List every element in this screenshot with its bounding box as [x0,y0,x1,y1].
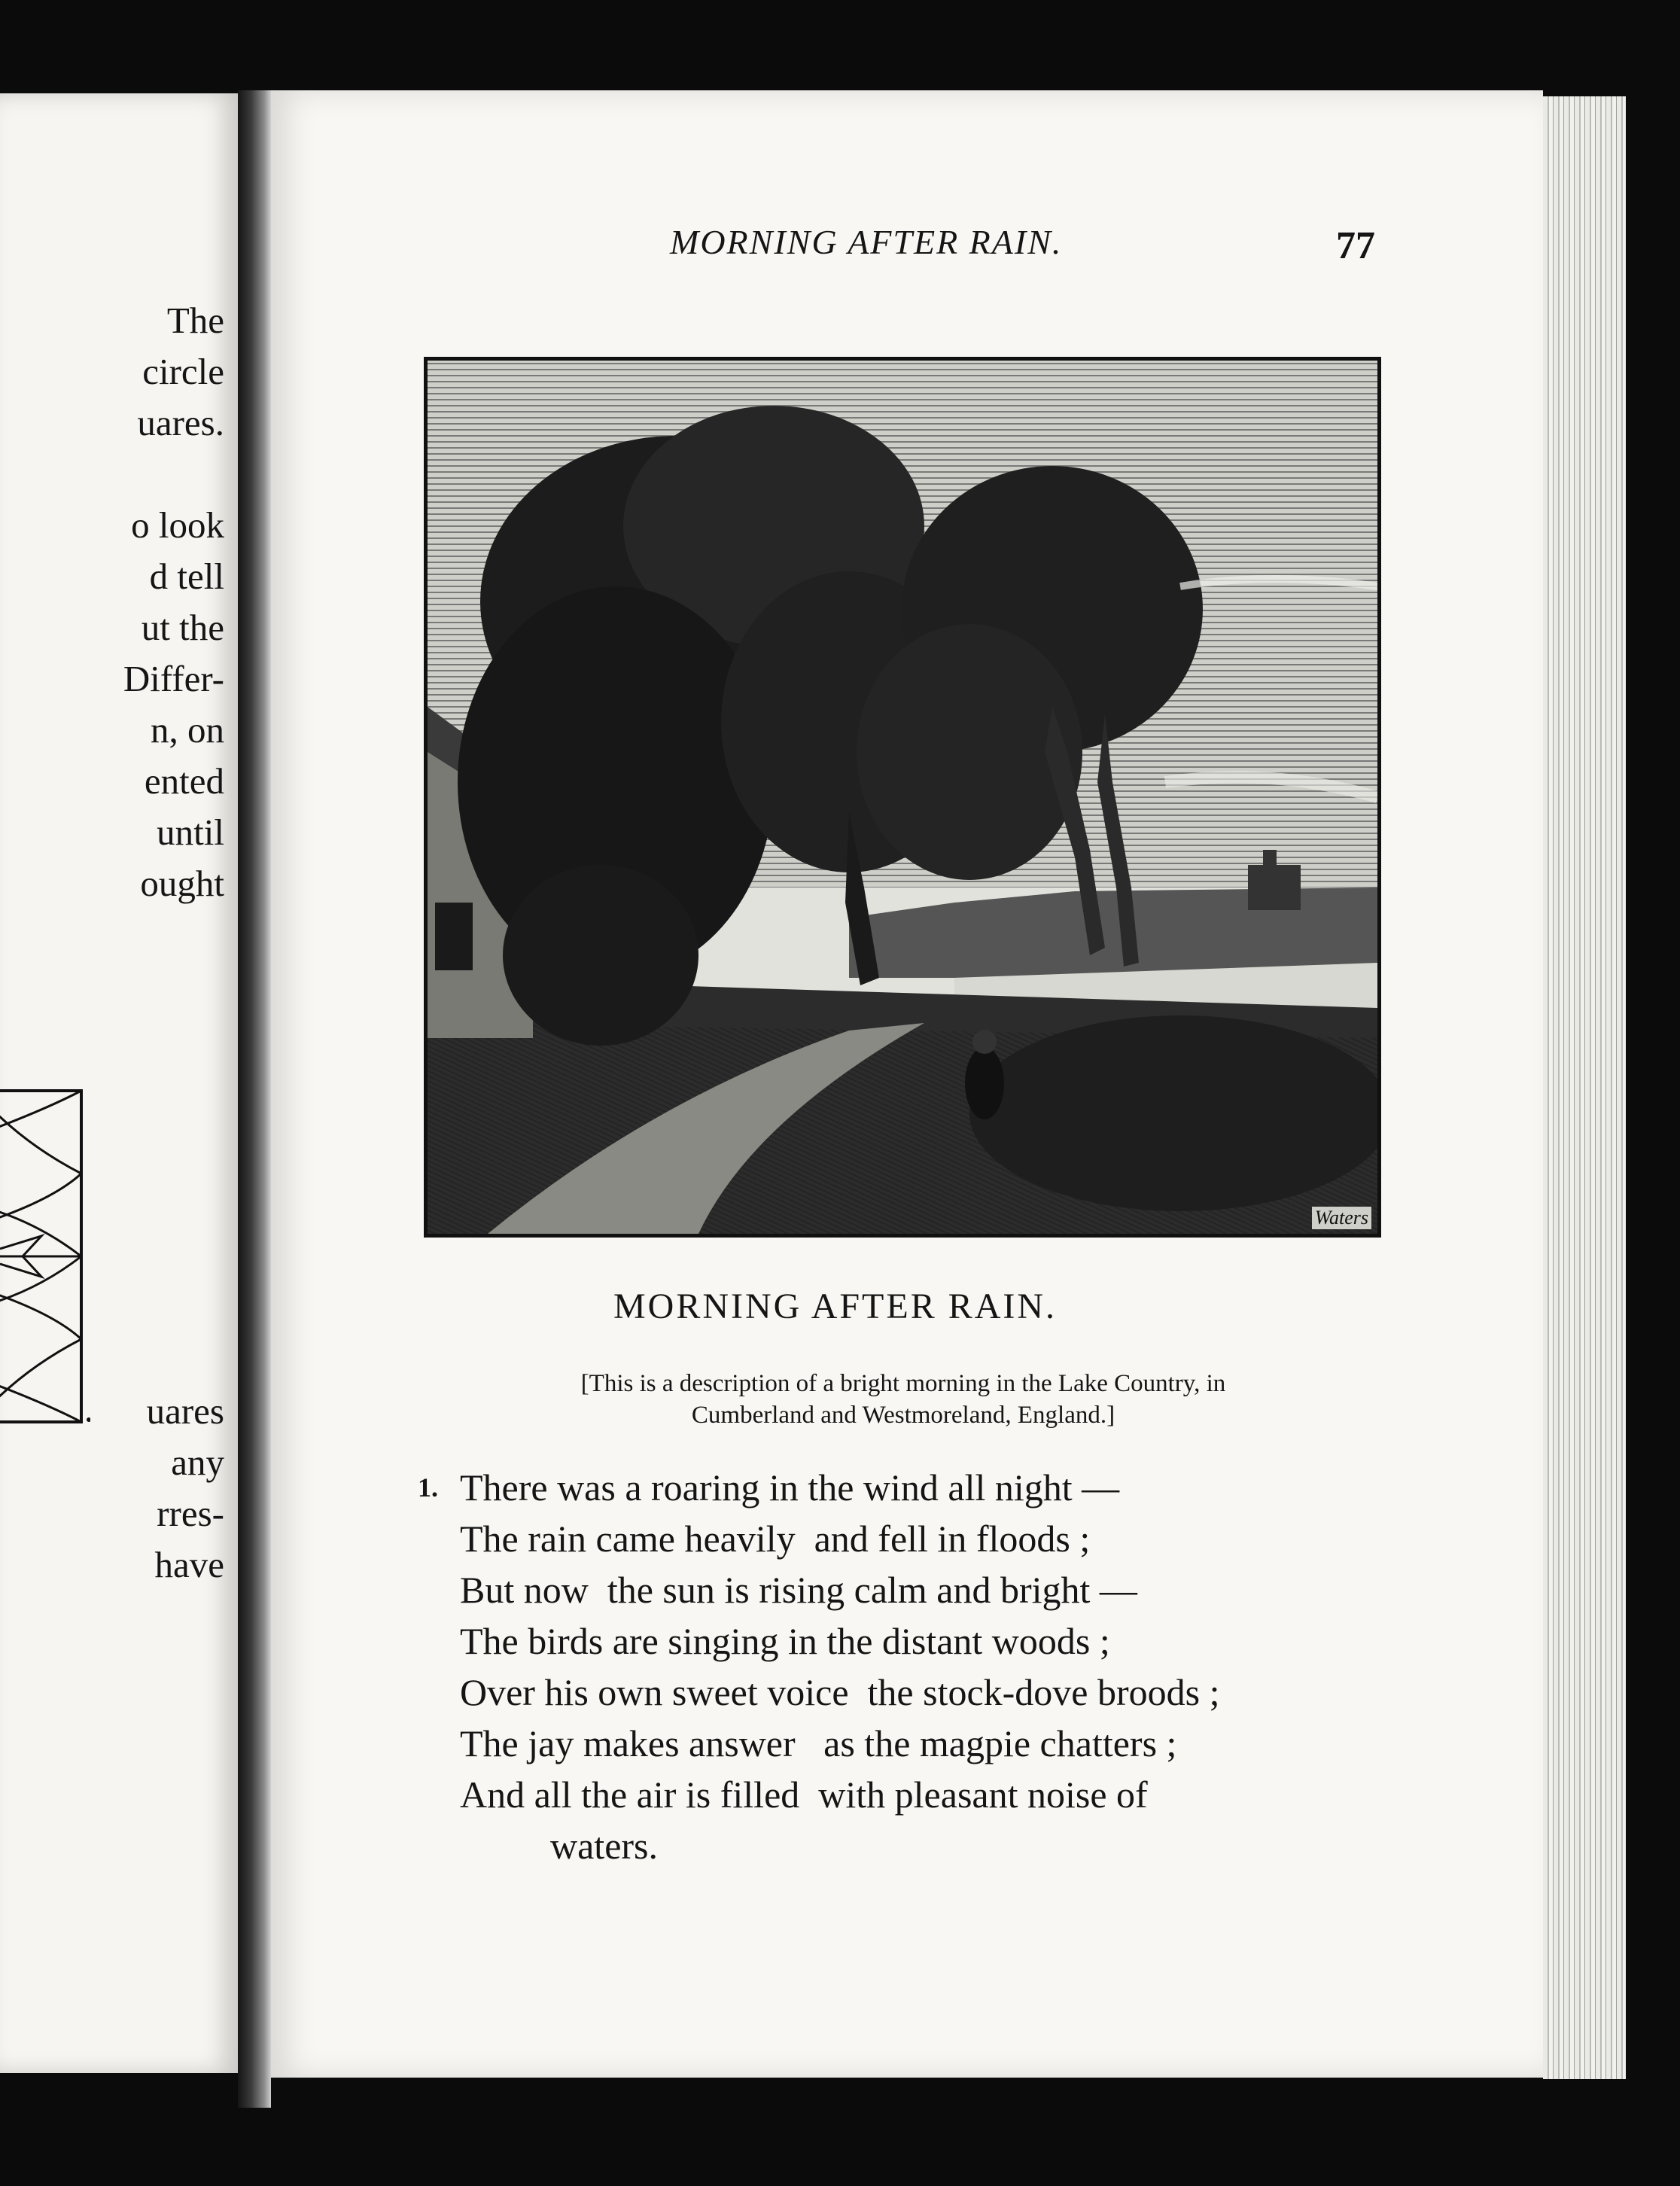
left-line: rres- [157,1493,224,1534]
left-line: Differ- [123,658,224,699]
poem-line: But now the sun is rising calm and bright — [460,1569,1137,1611]
landscape-engraving [428,361,1377,1234]
left-line: uares [146,1390,224,1432]
poem-line: waters. [550,1825,658,1867]
engraving-illustration [424,357,1381,1238]
left-line: The [166,300,224,341]
left-line: circle [142,351,224,392]
note-line: [This is a description of a bright morning in the Lake Country, in [580,1370,1226,1397]
left-line: ented [144,760,224,802]
left-page [0,93,238,2073]
left-line [123,449,224,500]
poem-line: And all the air is filled with pleasant noise of [460,1773,1148,1816]
left-line: n, on [151,709,224,750]
left-page-text-top [123,295,224,909]
left-line: d tell [149,556,224,597]
left-page-text-bottom [147,1386,224,1591]
poem-line: The birds are singing in the distant woods ; [460,1620,1110,1662]
left-line: o look [131,504,224,546]
engraver-signature: Waters [1312,1207,1371,1229]
poem-line: The rain came heavily and fell in floods ; [460,1518,1091,1560]
page-edges [1543,96,1626,2079]
note-line: Cumberland and Westmoreland, England.] [691,1402,1115,1429]
book-gutter [238,90,271,2108]
left-line: until [157,811,224,853]
editorial-note [422,1368,1385,1431]
left-line: uares. [137,402,224,443]
poem-title: MORNING AFTER RAIN. [613,1286,1058,1326]
left-line: ut the [141,607,224,648]
poem-line: The jay makes answer as the magpie chatters ; [460,1722,1177,1764]
poem-line: Over his own sweet voice the stock-dove broods ; [460,1671,1220,1713]
left-line: ought [140,863,224,904]
page-number: 77 [1336,224,1375,267]
running-head: MORNING AFTER RAIN. [670,223,1063,261]
left-line: have [154,1544,224,1585]
geometric-figure [0,997,90,1433]
left-line: any [171,1442,224,1483]
poem-line: There was a roaring in the wind all night — [460,1466,1120,1509]
poem-body [418,1462,1220,1871]
stanza-number: 1. [418,1472,438,1502]
